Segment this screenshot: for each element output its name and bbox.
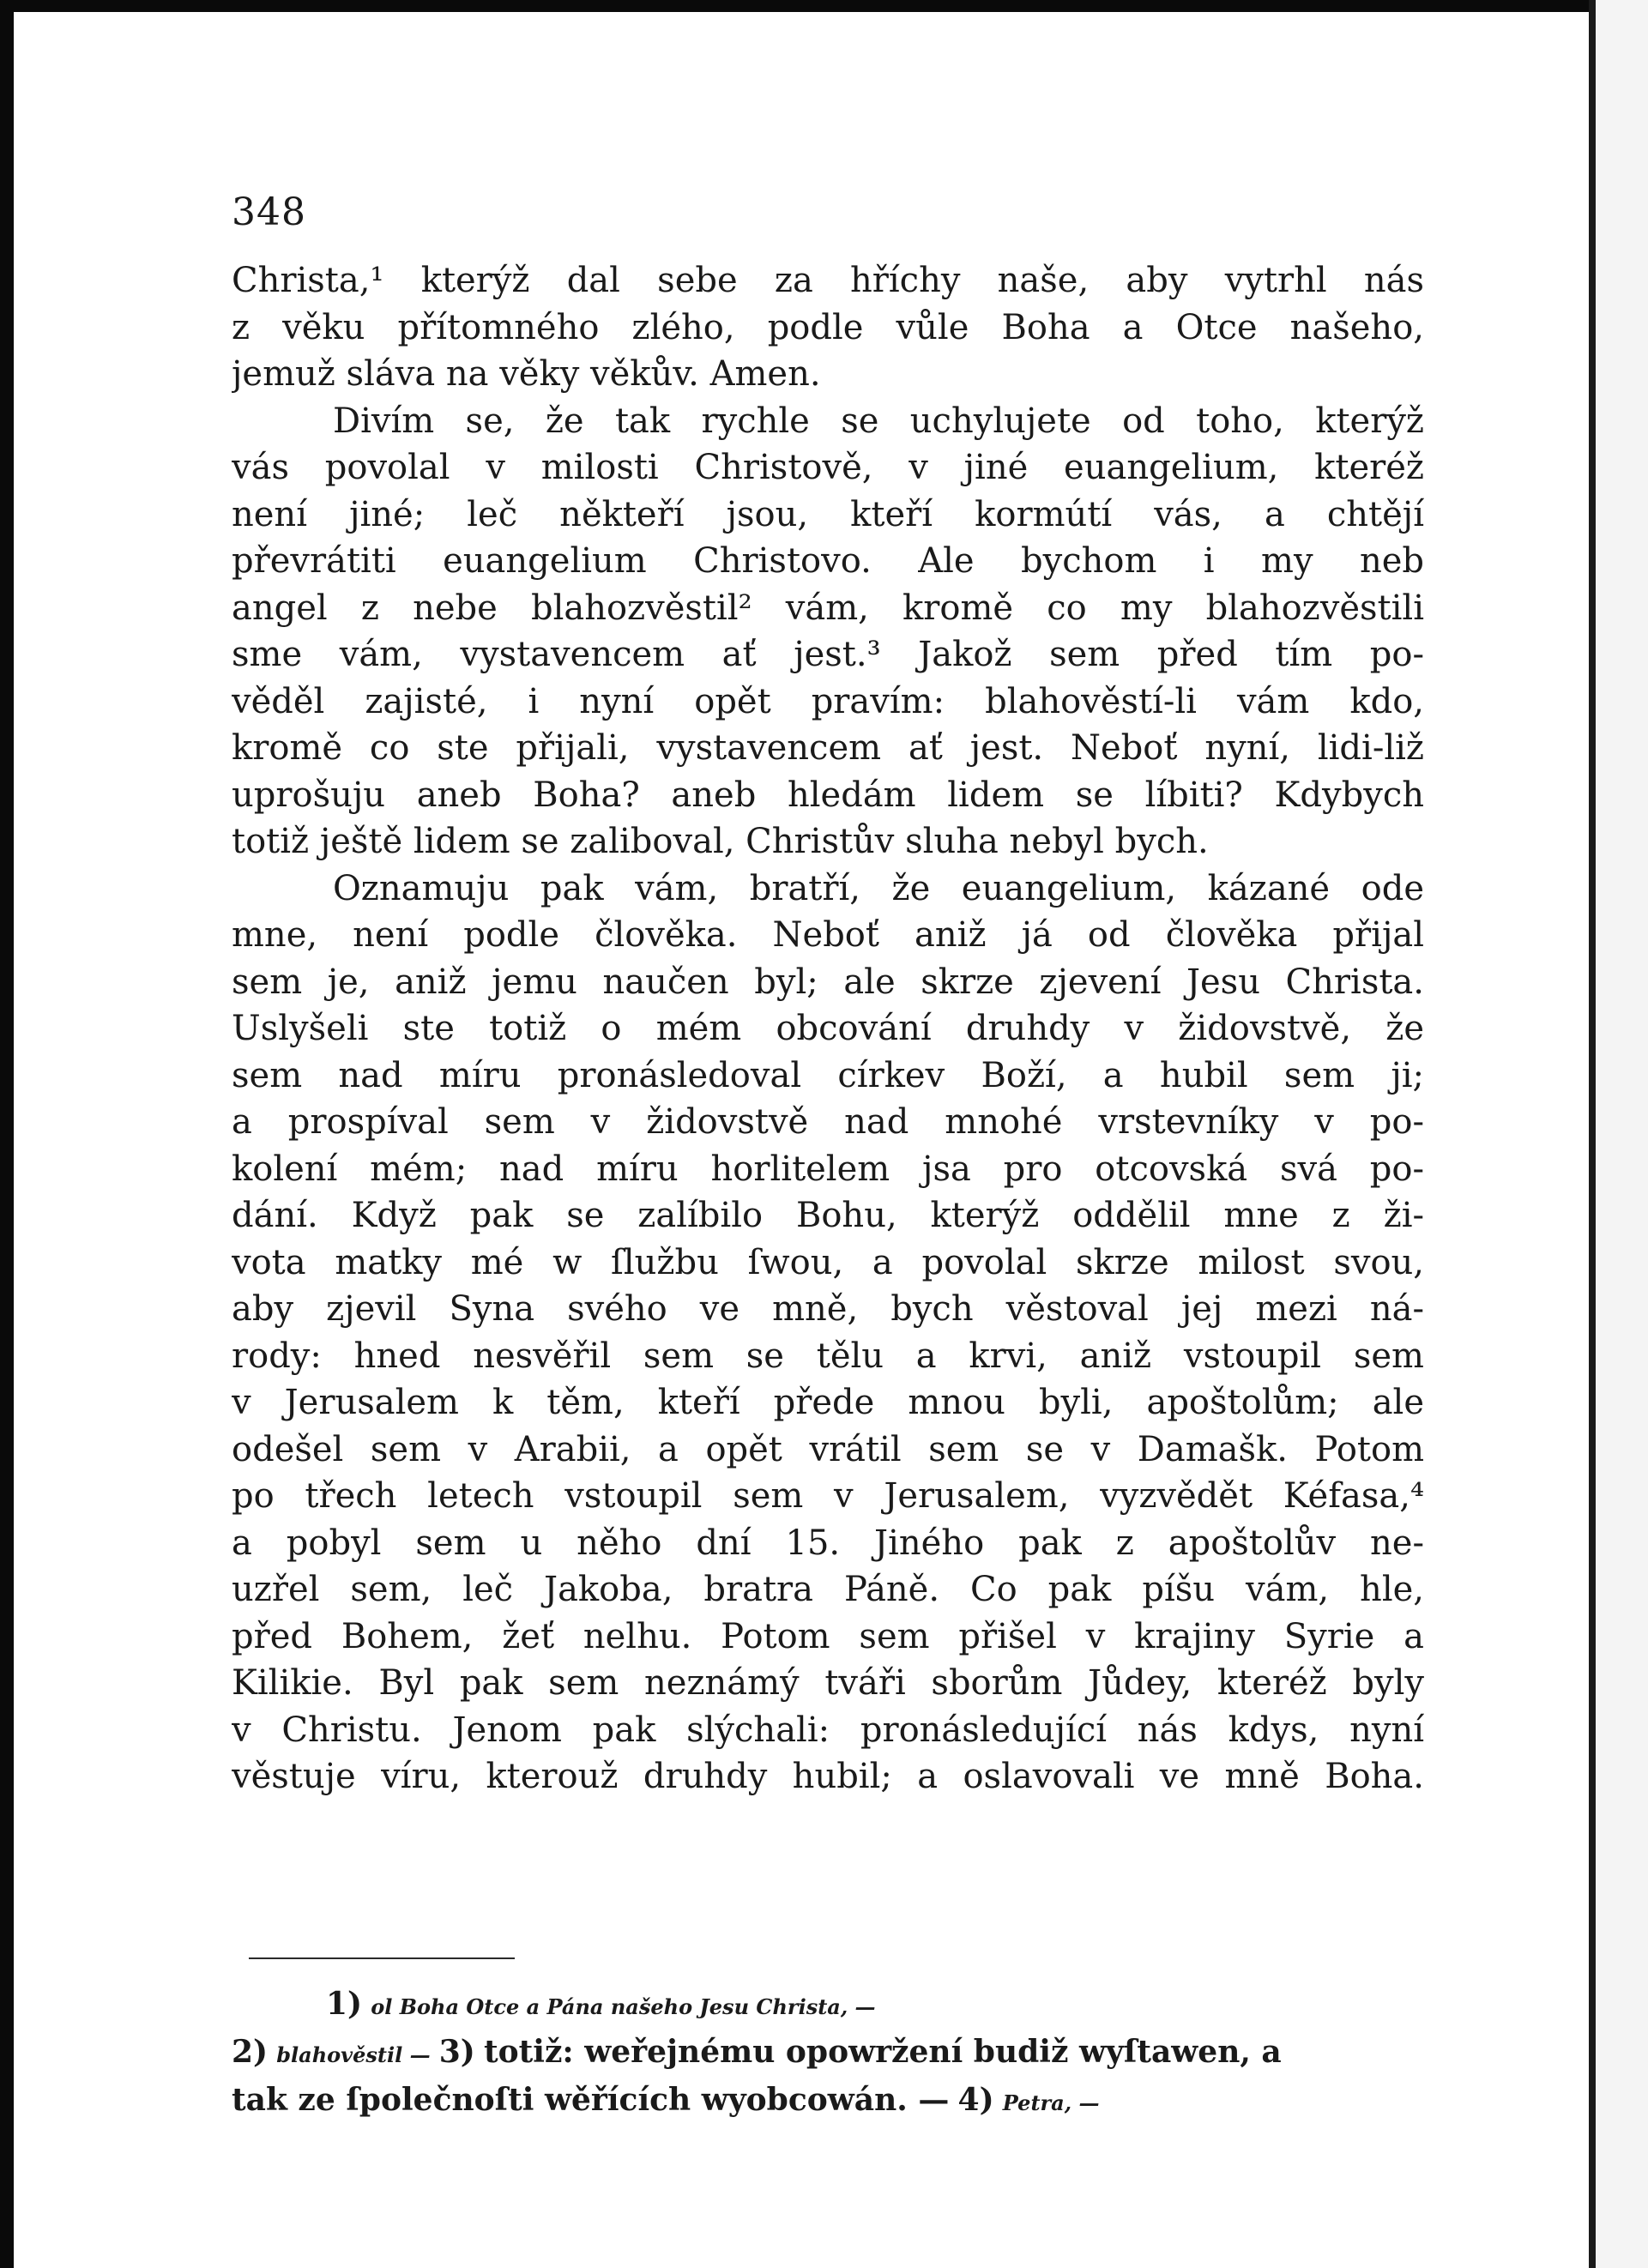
body-line: uprošuju aneb Boha? aneb hledám lidem se líbiti? Kdybych (232, 775, 1424, 815)
body-line: uzřel sem, leč Jakoba, bratra Páně. Co pak píšu vám, hle, (232, 1570, 1424, 1609)
footnote-2-number: 2) (232, 2034, 269, 2070)
footnote-4-number: 4) (957, 2082, 994, 2118)
footnote-3-continuation: tak ze ſpolečnoſti wěřících wyobcowán. — (232, 2082, 950, 2118)
footnote-divider (249, 1957, 515, 1959)
body-line: kromě co ste přijali, vystavencem ať jest. Neboť nyní, lidi-liž (232, 728, 1424, 768)
body-line: převrátiti euangelium Christovo. Ale bychom i my neb (232, 541, 1424, 581)
body-line: z věku přítomného zlého, podle vůle Boha a Otce našeho, (232, 307, 1424, 347)
body-line: odešel sem v Arabii, a opět vrátil sem se v Damašk. Potom (232, 1429, 1424, 1469)
footnote-1-text: ol Boha Otce a Pána našeho Jesu Christa, — (371, 1994, 876, 2019)
body-line: věděl zajisté, i nyní opět pravím: blahověstí-li vám kdo, (232, 681, 1424, 721)
scan-margin-right (1596, 0, 1648, 2268)
footnote-3-text: totiž: weřejnému opowržení budiž wyſtawen, a (484, 2034, 1282, 2070)
body-line: rody: hned nesvěřil sem se tělu a krvi, aniž vstoupil sem (232, 1336, 1424, 1376)
body-line: angel z nebe blahozvěstil² vám, kromě co my blahozvěstili (232, 588, 1424, 628)
body-line: aby zjevil Syna svého ve mně, bych věstoval jej mezi ná- (232, 1289, 1424, 1329)
body-line: není jiné; leč někteří jsou, kteří kormútí vás, a chtějí (232, 494, 1424, 534)
body-line: sme vám, vystavencem ať jest.³ Jakož sem před tím po- (232, 635, 1424, 674)
body-line: sem je, aniž jemu naučen byl; ale skrze zjevení Jesu Christa. (232, 962, 1424, 1002)
footnote-4-text: Petra, — (1002, 2090, 1100, 2115)
scan-border-right (1589, 0, 1596, 2268)
body-line: Divím se, že tak rychle se uchylujete od toho, kterýž (333, 401, 1424, 441)
body-line: a prospíval sem v židovstvě nad mnohé vrstevníky v po- (232, 1102, 1424, 1142)
body-line: totiž ještě lidem se zaliboval, Christův sluha nebyl bych. (232, 822, 1209, 861)
body-line: Oznamuju pak vám, bratří, že euangelium, kázané ode (333, 868, 1424, 908)
body-line: Kilikie. Byl pak sem neznámý tváři sborům Jůdey, kteréž byly (232, 1663, 1424, 1703)
footnote-3-4 (232, 2078, 1450, 2126)
body-line: v Jerusalem k těm, kteří přede mnou byli, apoštolům; ale (232, 1383, 1424, 1422)
body-line: Uslyšeli ste totiž o mém obcování druhdy v židovstvě, že (232, 1009, 1424, 1048)
footnote-3-number: 3) (438, 2034, 475, 2070)
body-line: vota matky mé w ſlužbu ſwou, a povolal skrze milost svou, (232, 1242, 1424, 1282)
body-line: dání. Když pak se zalíbilo Bohu, kterýž oddělil mne z ži- (232, 1196, 1424, 1235)
body-text (232, 257, 1424, 1801)
scan-border-left (0, 0, 14, 2268)
body-line: mne, není podle člověka. Neboť aniž já od člověka přijal (232, 915, 1424, 955)
footnotes (232, 1981, 1450, 2126)
footnote-1 (232, 1981, 1450, 2030)
body-line: Christa,¹ kterýž dal sebe za hříchy naše, aby vytrhl nás (232, 261, 1424, 300)
footnote-1-number: 1) (326, 1986, 363, 2022)
body-line: po třech letech vstoupil sem v Jerusalem, vyzvědět Kéfasa,⁴ (232, 1476, 1424, 1516)
body-line: vás povolal v milosti Christově, v jiné euangelium, kteréž (232, 448, 1424, 487)
body-line: věstuje víru, kterouž druhdy hubil; a oslavovali ve mně Boha. (232, 1757, 1424, 1796)
footnote-2-text: blahověstil — (276, 2042, 431, 2067)
body-line: před Bohem, žeť nelhu. Potom sem přišel v krajiny Syrie a (232, 1616, 1424, 1656)
body-line: jemuž sláva na věky věkův. Amen. (232, 354, 821, 394)
body-line: v Christu. Jenom pak slýchali: pronásledující nás kdys, nyní (232, 1710, 1424, 1750)
body-line: sem nad míru pronásledoval církev Boží, a hubil sem ji; (232, 1055, 1424, 1095)
footnote-2-3 (232, 2030, 1450, 2078)
body-line: a pobyl sem u něho dní 15. Jiného pak z apoštolův ne- (232, 1523, 1424, 1563)
scan-border-top (0, 0, 1648, 12)
body-line: kolení mém; nad míru horlitelem jsa pro otcovská svá po- (232, 1149, 1424, 1189)
page-number: 348 (232, 190, 306, 234)
